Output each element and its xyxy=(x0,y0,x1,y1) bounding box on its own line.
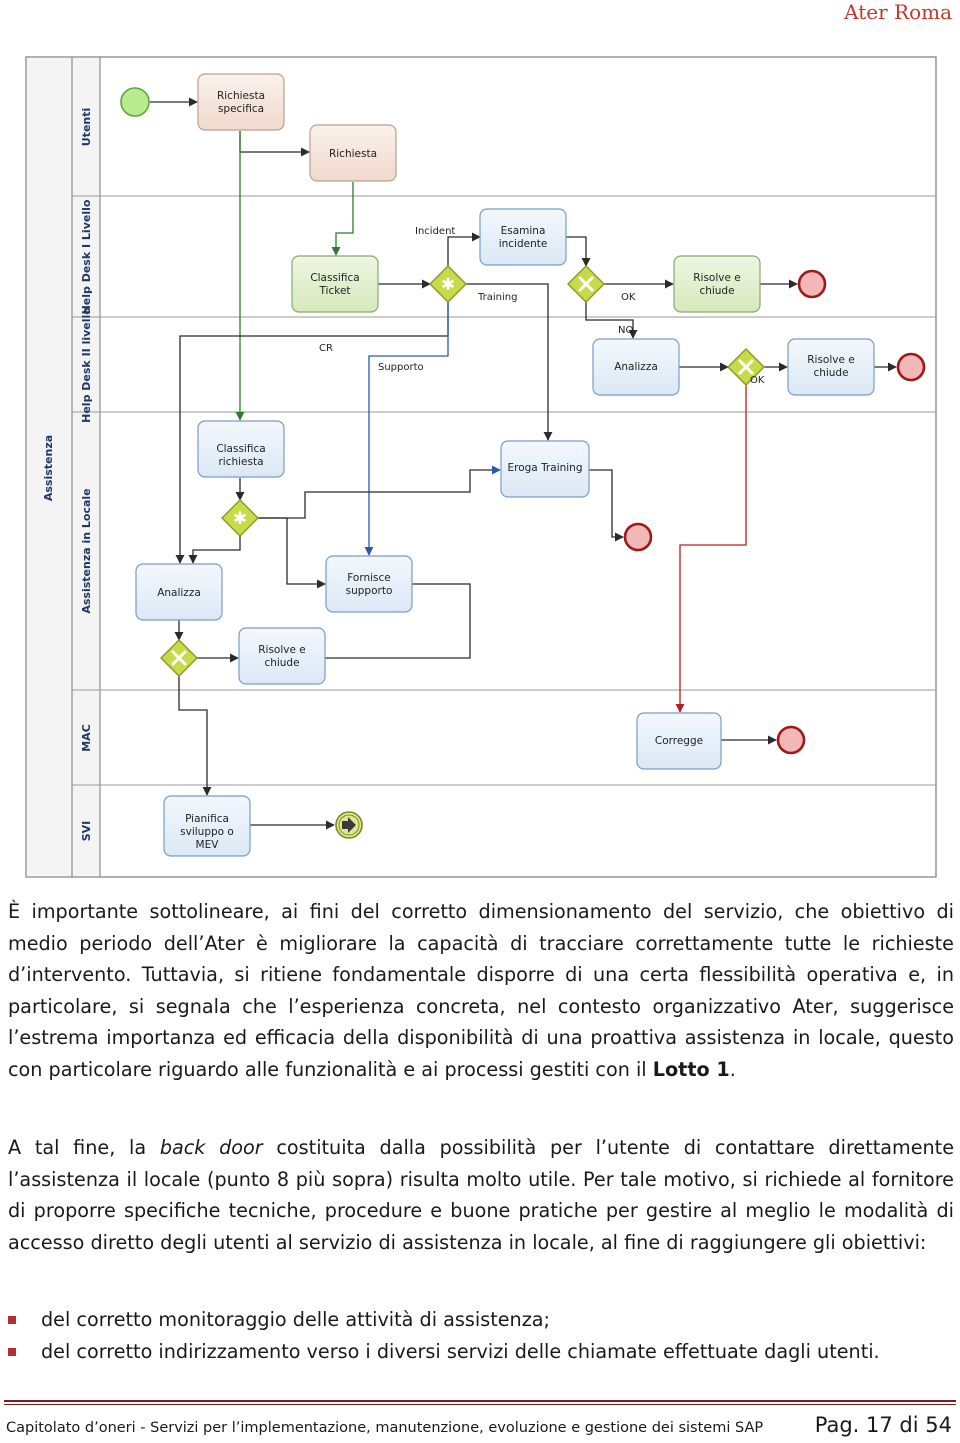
svg-text:Pianifica: Pianifica xyxy=(185,813,229,825)
lane-label-mac: MAC xyxy=(80,724,93,752)
list-item: del corretto monitoraggio delle attività di assistenza; xyxy=(8,1304,954,1336)
svg-text:✱: ✱ xyxy=(232,509,248,529)
svg-text:Eroga Training: Eroga Training xyxy=(507,462,583,474)
svg-text:Corregge: Corregge xyxy=(654,735,704,747)
svg-text:Richiesta: Richiesta xyxy=(216,90,266,102)
task-classifica-richiesta xyxy=(198,421,284,477)
flow-label-incident: Incident xyxy=(415,226,456,237)
svg-text:chiude: chiude xyxy=(264,657,300,669)
end-event-1 xyxy=(799,271,825,297)
lane-label-helpdesk-1: Help Desk I Livello xyxy=(80,199,93,315)
link-event xyxy=(336,812,362,838)
svg-text:incidente: incidente xyxy=(498,238,548,250)
svg-text:Ticket: Ticket xyxy=(319,285,351,297)
footer-document-title: Capitolato d’oneri - Servizi per l’implementazione, manutenzione, evoluzione e gestione dei sistemi SAP xyxy=(6,1420,764,1436)
bpmn-diagram xyxy=(0,50,960,880)
pool-label: Assistenza xyxy=(42,434,55,502)
svg-text:richiesta: richiesta xyxy=(218,456,264,468)
svg-text:Classifica: Classifica xyxy=(216,443,266,455)
svg-text:Risolve e: Risolve e xyxy=(807,354,855,366)
footer-divider xyxy=(4,1400,956,1402)
task-eroga-training xyxy=(501,441,589,497)
document-header: Ater Roma xyxy=(844,0,952,24)
svg-text:Risolve e: Risolve e xyxy=(258,644,306,656)
flow-label-cr: CR xyxy=(319,343,333,354)
svg-text:✱: ✱ xyxy=(440,275,456,295)
svg-text:specifica: specifica xyxy=(217,103,265,115)
svg-text:chiude: chiude xyxy=(699,285,735,297)
task-risolve-chiude-1 xyxy=(674,256,760,312)
lane-label-utenti: Utenti xyxy=(80,107,93,147)
svg-text:Analizza: Analizza xyxy=(614,361,658,373)
lane-label-locale: Assistenza in Locale xyxy=(80,488,93,614)
svg-text:MEV: MEV xyxy=(195,839,219,851)
task-analizza-2 xyxy=(593,339,679,395)
svg-text:Analizza: Analizza xyxy=(157,587,201,599)
flow-label-no: NO xyxy=(618,325,634,336)
svg-text:sviluppo o: sviluppo o xyxy=(180,826,234,838)
task-richiesta-specifica xyxy=(198,74,284,130)
end-event-3 xyxy=(625,524,651,550)
svg-text:Risolve e: Risolve e xyxy=(693,272,741,284)
list-item: del corretto indirizzamento verso i diversi servizi delle chiamate effettuate dagli utenti. xyxy=(8,1336,954,1368)
objectives-list xyxy=(8,1304,954,1367)
svg-text:Richiesta: Richiesta xyxy=(328,148,378,160)
start-event xyxy=(121,88,149,116)
task-richiesta xyxy=(310,125,396,181)
lane-label-helpdesk-2: Help Desk II livello xyxy=(80,307,93,423)
flow-label-ok-1: OK xyxy=(621,292,636,303)
svg-text:chiude: chiude xyxy=(813,367,849,379)
task-pianifica xyxy=(164,796,250,856)
svg-text:Esamina: Esamina xyxy=(500,225,546,237)
task-corregge xyxy=(637,713,721,769)
paragraph-1: È importante sottolineare, ai fini del corretto dimensionamento del servizio, che obiettivo di medio periodo dell’Ater è migliorare la capacità di tracciare correttamente tutte le richieste d’intervento. Tuttavia, si ritiene fondamentale disporre di una certa flessibilità operativa e, in particolare, si segnala che l’esperienza concreta, nel contesto organizzativo Ater, suggerisce l’estrema importanza ed efficacia della disponibilità di una proattiva assistenza in locale, questo con particolare riguardo alle funzionalità e ai processi gestiti con il Lotto 1. xyxy=(8,900,954,1081)
end-event-2 xyxy=(898,354,924,380)
page-number: Pag. 17 di 54 xyxy=(814,1413,952,1437)
lane-label-svi: SVI xyxy=(80,820,93,842)
svg-text:Fornisce: Fornisce xyxy=(347,572,391,584)
task-analizza-locale xyxy=(136,564,222,620)
paragraph-2: A tal fine, la back door costituita dalla possibilità per l’utente di contattare direttamente l’assistenza il locale (punto 8 più sopra) risulta molto utile. Per tale motivo, si richiede al fornitore di proporre specifiche tecniche, procedure e buone pratiche per gestire al meglio le modalità di accesso diretto degli utenti al servizio di assistenza in locale, al fine di raggiungere gli obiettivi: xyxy=(8,1136,954,1254)
flow-label-supporto: Supporto xyxy=(378,362,424,373)
svg-text:Classifica: Classifica xyxy=(310,272,360,284)
flow-label-training: Training xyxy=(478,292,518,303)
task-classifica-ticket xyxy=(292,256,378,312)
svg-text:supporto: supporto xyxy=(345,585,393,597)
task-risolve-chiude-2 xyxy=(788,339,874,395)
task-esamina-incidente xyxy=(480,209,566,265)
flow-label-ok-2: OK xyxy=(750,375,765,386)
task-risolve-chiude-locale xyxy=(239,628,325,684)
task-fornisce-supporto xyxy=(326,556,412,612)
end-event-4 xyxy=(778,727,804,753)
footer-divider-thin xyxy=(4,1404,956,1405)
